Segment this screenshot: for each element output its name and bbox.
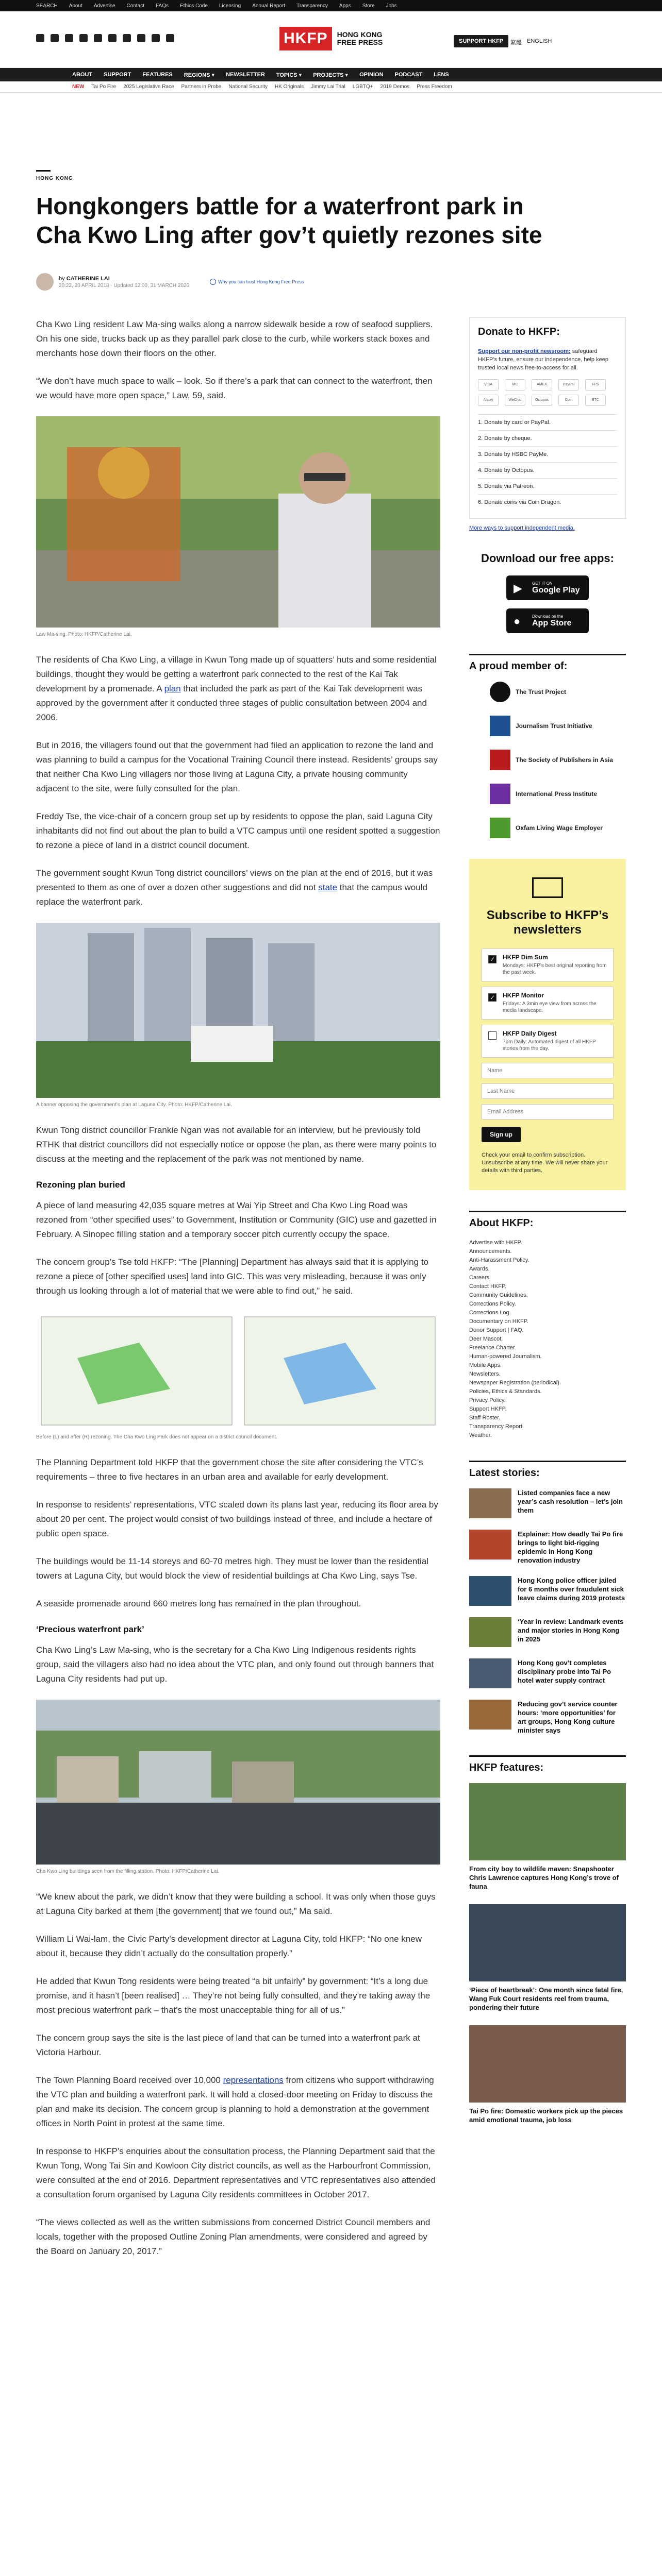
paragraph: Freddy Tse, the vice-chair of a concern group set up by residents to oppose the plan, said Laguna City inhabitants did not find out about the plan to build a VTC campus until one resident spotted a suggestion to rezone a piece of land in a district council document. — [36, 811, 440, 850]
feature-thumbnail[interactable] — [469, 1904, 626, 1981]
photo-illustration — [36, 1700, 440, 1865]
inline-link[interactable]: plan — [164, 684, 181, 693]
jti-icon — [490, 716, 510, 736]
photo-banner-laguna[interactable] — [36, 923, 440, 1098]
about-link[interactable]: Policies, Ethics & Standards. — [469, 1388, 542, 1395]
nav-item[interactable]: TOPICS ▾ — [276, 72, 302, 78]
partner-jti[interactable]: Journalism Trust Initiative — [469, 716, 626, 736]
trending-link[interactable]: Jimmy Lai Trial — [311, 84, 345, 90]
payment-icons — [478, 379, 617, 406]
feature-thumbnail[interactable] — [469, 1783, 626, 1860]
partner-oxfam[interactable]: Oxfam Living Wage Employer — [469, 818, 626, 838]
paragraph: The government sought Kwun Tong district councillors’ views on the plan at the end of 2016, but it was presented to them as one of over a dozen other suggestions and did not state that the campus would replace the waterfront park. — [36, 868, 433, 907]
partner-sopa[interactable]: The Society of Publishers in Asia — [469, 750, 626, 770]
lang-english[interactable]: ENGLISH — [527, 38, 552, 44]
visa-icon: VISA — [478, 379, 499, 391]
paragraph: Cha Kwo Ling’s Law Ma-sing, who is the secretary for a Cha Kwo Ling Indigenous residents rights group, said the villagers also had no idea about the VTC plan, and only found out through banners that Laguna City residents had put up. — [36, 1645, 434, 1684]
paragraph: The buildings would be 11-14 storeys and 60-70 metres high. They must be lower than the residential towers at Laguna City, but would block the view of residential buildings at Cha Kwo Ling, says Tse. — [36, 1556, 429, 1581]
youtube-icon[interactable] — [94, 34, 102, 42]
signup-button[interactable]: Sign up — [482, 1127, 521, 1142]
trending-link[interactable]: LGBTQ+ — [352, 84, 373, 90]
story-thumbnail[interactable] — [469, 1700, 511, 1730]
alipay-icon: Alipay — [478, 395, 499, 406]
inline-link[interactable]: state — [318, 883, 338, 892]
partner-trust-project[interactable]: The Trust Project — [469, 682, 626, 702]
about-link[interactable]: Anti-Harassment Policy. — [469, 1257, 529, 1263]
photo-illustration — [36, 416, 440, 628]
email-field[interactable] — [482, 1104, 614, 1120]
utility-link[interactable]: Contact — [126, 3, 144, 9]
fps-icon: FPS — [585, 379, 606, 391]
newsletter-option-monitor[interactable]: ✓ HKFP Monitor Fridays: A 3min eye view from across the media landscape. — [482, 987, 614, 1020]
about-link[interactable]: Weather. — [469, 1432, 492, 1438]
octopus-icon: Octopus — [532, 395, 552, 406]
paragraph: He added that Kwun Tong residents were being treated “a bit unfairly” by government: “It’s a long due promise, and it hasn’t [been realised] … They’re not being fully consulted, and they’re taking away the most precious waterfront park – that’s the most unacceptable thing for all of us.” — [36, 1976, 431, 2015]
story-title[interactable]: ‘Year in review: Landmark events and major stories in Hong Kong in 2025 — [518, 1618, 624, 1643]
paragraph: A seaside promenade around 660 metres long has remained in the plan throughout. — [36, 1599, 361, 1608]
photo-caption: Cha Kwo Ling buildings seen from the filling station. Photo: HKFP/Catherine Lai. — [36, 1869, 220, 1874]
nav-item[interactable]: PROJECTS ▾ — [313, 72, 349, 78]
partner-ipi[interactable]: International Press Institute — [469, 784, 626, 804]
byline — [36, 273, 626, 291]
instagram-icon[interactable] — [65, 34, 73, 42]
trending-link[interactable]: 2019 Demos — [380, 84, 410, 90]
x-icon[interactable] — [51, 34, 59, 42]
byline-by: by — [59, 275, 65, 282]
figure — [36, 1312, 440, 1440]
latest-story[interactable] — [469, 1530, 626, 1565]
photo-illustration — [36, 923, 440, 1098]
nav-item[interactable]: LENS — [434, 72, 449, 78]
about-link[interactable]: Corrections Policy. — [469, 1301, 516, 1307]
figure — [36, 923, 440, 1108]
section-heading: Rezoning plan buried — [36, 1180, 125, 1190]
rss-icon[interactable] — [166, 34, 174, 42]
about-link[interactable]: Documentary on HKFP. — [469, 1318, 528, 1325]
paragraph: “We don’t have much space to walk – look. So if there’s a park that can connect to the waterfront, then we would have more open space,” Law, 59, said. — [36, 376, 433, 400]
utility-bar — [0, 0, 662, 11]
utility-link[interactable]: Licensing — [219, 3, 241, 9]
apps-widget — [469, 552, 626, 633]
story-thumbnail[interactable] — [469, 1617, 511, 1647]
photo-law-ma-sing[interactable] — [36, 416, 440, 628]
newsletter-option-digest[interactable]: HKFP Daily Digest 7pm Daily: Automated digest of all HKFP stories from the day. — [482, 1025, 614, 1058]
nav-item[interactable]: OPINION — [359, 72, 384, 78]
donate-option[interactable]: 5. Donate via Patreon. — [478, 478, 617, 494]
section-heading: ‘Precious waterfront park’ — [36, 1624, 144, 1634]
feature-story[interactable] — [469, 1904, 626, 2012]
trending-link[interactable]: HK Originals — [274, 84, 304, 90]
story-title[interactable]: Explainer: How deadly Tai Po fire brings to light bid-rigging epidemic in Hong Kong renovation industry — [518, 1530, 623, 1564]
about-link[interactable]: Newspaper Registration (periodical). — [469, 1380, 561, 1386]
trending-link[interactable]: Press Freedom — [417, 84, 452, 90]
latest-widget — [469, 1461, 626, 1735]
trending-new-label: NEW — [72, 84, 85, 90]
utility-link[interactable]: SEARCH — [36, 3, 58, 9]
latest-story[interactable] — [469, 1488, 626, 1518]
name-field[interactable] — [482, 1063, 614, 1078]
photo-caption: A banner opposing the government’s plan at Laguna City. Photo: HKFP/Catherine Lai. — [36, 1102, 232, 1108]
wechat-icon: WeChat — [505, 395, 525, 406]
coin-icon: Coin — [558, 395, 579, 406]
photo-caption: Law Ma-sing. Photo: HKFP/Catherine Lai. — [36, 632, 132, 637]
trust-link[interactable] — [210, 279, 304, 285]
trending-link[interactable]: National Security — [228, 84, 268, 90]
support-button[interactable]: SUPPORT HKFP — [454, 35, 508, 47]
about-link[interactable]: Freelance Charter. — [469, 1345, 517, 1351]
about-link[interactable]: Contact HKFP. — [469, 1283, 506, 1290]
google-play-button[interactable]: ▶ GET IT ON Google Play — [506, 575, 589, 600]
nav-item[interactable]: SUPPORT — [104, 72, 131, 78]
about-link[interactable]: Deer Mascot. — [469, 1336, 503, 1342]
donate-option[interactable]: 2. Donate by cheque. — [478, 430, 617, 446]
checkbox-icon[interactable] — [488, 1031, 496, 1040]
site-logo[interactable] — [279, 27, 383, 50]
nav-item[interactable]: FEATURES — [142, 72, 173, 78]
donate-option[interactable]: 1. Donate by card or PayPal. — [478, 414, 617, 430]
donate-title: Donate to HKFP: — [478, 326, 560, 337]
nav-item[interactable]: ABOUT — [72, 72, 93, 78]
latest-story[interactable] — [469, 1658, 626, 1688]
lang-chinese[interactable]: 繁體 — [510, 40, 522, 46]
mastercard-icon: MC — [505, 379, 525, 391]
email-icon[interactable] — [123, 34, 131, 42]
features-title: HKFP features: — [469, 1755, 626, 1774]
publish-date: 20:22, 20 APRIL 2018 · Updated 12:00, 31 MARCH 2020 — [59, 282, 190, 289]
paragraph: Cha Kwo Ling resident Law Ma-sing walks along a narrow sidewalk beside a row of seafood suppliers. On his one side, trucks back up as they parallel park close to the curb, while workers stack boxes and merchants hose down their floors on the other. — [36, 319, 433, 358]
play-icon: ▶ — [514, 582, 522, 595]
feature-title[interactable]: From city boy to wildlife maven: Snapshooter Chris Lawrence captures Hong Kong’s trove of fauna — [469, 1865, 619, 1890]
paragraph: In response to HKFP’s enquiries about the consultation process, the Planning Department said that the Kwun Tong, Wong Tai Sin and Kowloon City district councils, as well as the Harbourfront Commission, were consulted at the end of 2016. Department representatives and VTC representatives also attended a consultation forum organised by Laguna City residents committees in October 2017. — [36, 2146, 436, 2199]
utility-link[interactable]: Advertise — [93, 3, 115, 9]
author-avatar[interactable] — [36, 273, 54, 291]
about-links — [469, 1239, 626, 1440]
trending-link[interactable]: 2025 Legislative Race — [123, 84, 174, 90]
social-icons — [36, 34, 174, 42]
feature-story[interactable] — [469, 1783, 626, 1891]
feature-title[interactable]: ‘Piece of heartbreak’: One month since fatal fire, Wang Fuk Court residents reel from trauma, pondering their future — [469, 1986, 623, 2011]
nav-item[interactable]: NEWSLETTER — [226, 72, 265, 78]
latest-story[interactable] — [469, 1576, 626, 1606]
donate-option[interactable]: 6. Donate coins via Coin Dragon. — [478, 494, 617, 510]
about-link[interactable]: Transparency Report. — [469, 1423, 524, 1430]
paragraph: In response to residents’ representations, VTC scaled down its plans last year, reducing its floor area by about 20 per cent. The project would consist of two buildings instead of three, and include a hectare of public open space. — [36, 1500, 438, 1538]
about-link[interactable]: Corrections Log. — [469, 1310, 511, 1316]
bitcoin-icon: BTC — [585, 395, 606, 406]
trending-nav — [0, 81, 662, 93]
about-widget — [469, 1211, 626, 1440]
facebook-icon[interactable] — [36, 34, 44, 42]
language-switcher — [510, 38, 552, 46]
donate-lead-link[interactable]: Support our non-profit newsroom: — [478, 348, 571, 354]
oxfam-icon — [490, 818, 510, 838]
about-link[interactable]: Careers. — [469, 1275, 491, 1281]
newsletter-note: Check your email to confirm subscription. Unsubscribe at any time. We will never share your details with third parties. — [482, 1152, 608, 1174]
about-link[interactable]: Community Guidelines. — [469, 1292, 528, 1298]
last-name-field[interactable] — [482, 1083, 614, 1099]
photo-cha-kwo-ling-buildings[interactable] — [36, 1700, 440, 1865]
amex-icon: AMEX — [532, 379, 552, 391]
paragraph: A piece of land measuring 42,035 square metres at Wai Yip Street and Cha Kwo Ling Road was rezoned from “other specified uses” to Government, Institution or Community (GIC) use and gazetted in February. A Sinopec filling station and a temporary soccer pitch currently occupy the space. — [36, 1200, 437, 1239]
brand-header — [0, 11, 662, 68]
checkbox-icon[interactable]: ✓ — [488, 955, 496, 963]
donate-options — [478, 414, 617, 510]
trust-icon — [210, 279, 216, 285]
paragraph: Kwun Tong district councillor Frankie Ngan was not available for an interview, but he previously told RTHK that district councillors did not especially notice or oppose the plan, as there were many points to discuss at the meeting and the replacement of the park was not mentioned by name. — [36, 1125, 437, 1164]
story-thumbnail[interactable] — [469, 1658, 511, 1688]
apps-title: Download our free apps: — [481, 552, 614, 565]
about-link[interactable]: Awards. — [469, 1266, 490, 1272]
article-header — [0, 170, 662, 291]
story-title[interactable]: Listed companies face a new year’s cash resolution – let’s join them — [518, 1489, 623, 1514]
photo-caption: Before (L) and after (R) rezoning. The Cha Kwo Ling Park does not appear on a district council document. — [36, 1434, 277, 1440]
sopa-icon — [490, 750, 510, 770]
utility-link[interactable]: About — [69, 3, 82, 9]
about-link[interactable]: Donor Support | FAQ. — [469, 1327, 524, 1333]
linkedin-icon[interactable] — [137, 34, 145, 42]
paragraph: The Town Planning Board received over 10,000 representations from citizens who support withdrawing the VTC plan and building a waterfront park. It will hold a closed-door meeting on Friday to discuss the plan and make its decision. The concern group is planning to hold a demonstration at the government offices in North Point in protest at the same time. — [36, 2075, 434, 2128]
story-thumbnail[interactable] — [469, 1488, 511, 1518]
logo-mark: HKFP — [279, 27, 332, 50]
about-link[interactable]: Privacy Policy. — [469, 1397, 506, 1403]
feature-story[interactable] — [469, 2025, 626, 2124]
story-title[interactable]: Hong Kong police officer jailed for 6 months over fraudulent sick leave claims during 2019 protests — [518, 1577, 625, 1602]
threads-icon[interactable] — [79, 34, 88, 42]
figure — [36, 1700, 440, 1874]
about-link[interactable]: Mobile Apps. — [469, 1362, 502, 1368]
about-link[interactable]: Newsletters. — [469, 1371, 501, 1377]
about-title: About HKFP: — [469, 1211, 626, 1229]
features-list — [469, 1783, 626, 2124]
latest-story[interactable] — [469, 1700, 626, 1735]
sidebar — [469, 317, 626, 2272]
figure — [36, 416, 440, 637]
paragraph: The concern group’s Tse told HKFP: “The [Planning] Department has always said that it is applying to rezone a piece of [other specified uses] land into GIC. This was very misleading, because it was only through us looking through a lot of material that we were able to find out,” he said. — [36, 1257, 428, 1296]
paragraph: William Li Wai-lam, the Civic Party’s development director at Laguna City, told HKFP: “No one knew about it, because they didn’t actually do the consultation properly.” — [36, 1934, 422, 1958]
story-thumbnail[interactable] — [469, 1576, 511, 1606]
logo-text — [337, 31, 383, 46]
story-title[interactable]: Hong Kong gov’t completes disciplinary probe into Tai Po hotel water supply contract — [518, 1659, 611, 1684]
logo-line-1: HONG KONG — [337, 30, 383, 39]
checkbox-icon[interactable]: ✓ — [488, 993, 496, 1002]
app-store-button[interactable]: ● Download on the App Store — [506, 608, 589, 633]
logo-line-2: FREE PRESS — [337, 38, 383, 46]
newsletter-option-dimsum[interactable]: ✓ HKFP Dim Sum Mondays: HKFP’s best original reporting from the past week. — [482, 948, 614, 981]
utility-link[interactable]: Transparency — [296, 3, 328, 9]
page-title: Hongkongers battle for a waterfront park in Cha Kwo Ling after gov’t quietly rezones site — [36, 193, 542, 248]
utility-link[interactable]: Jobs — [386, 3, 397, 9]
features-widget — [469, 1755, 626, 2124]
about-link[interactable]: Announcements. — [469, 1248, 512, 1255]
about-link[interactable]: Human-powered Journalism. — [469, 1353, 542, 1360]
trust-text: Why you can trust Hong Kong Free Press — [218, 279, 304, 284]
article-body — [36, 317, 440, 2272]
author-name[interactable]: CATHERINE LAI — [66, 275, 110, 282]
donate-option[interactable]: 3. Donate by HSBC PayMe. — [478, 446, 617, 462]
paragraph: But in 2016, the villagers found out that the government had filed an application to rezone the land and was planning to build a campus for the Vocational Training Council there instead. Residents’ groups say that neither Cha Kwo Ling villagers nor those living at Laguna City, a private housing community adjacent to the site, were fully consulted for the plan. — [36, 740, 438, 793]
donate-lead: Support our non-profit newsroom: safeguard HKFP’s future, ensure our independence, help keep trusted local news free-to-access for all. — [478, 348, 608, 371]
utility-link[interactable]: Annual Report — [252, 3, 286, 9]
mastodon-icon[interactable] — [108, 34, 117, 42]
latest-list — [469, 1488, 626, 1735]
telegram-icon[interactable] — [152, 34, 160, 42]
nav-item[interactable]: REGIONS ▾ — [184, 72, 215, 78]
trending-link[interactable]: Tai Po Fire — [91, 84, 117, 90]
nav-item[interactable]: PODCAST — [394, 72, 423, 78]
about-link[interactable]: Advertise with HKFP. — [469, 1240, 522, 1246]
donate-option[interactable]: 4. Donate by Octopus. — [478, 462, 617, 478]
about-link[interactable]: Staff Roster. — [469, 1415, 501, 1421]
map-rezoning[interactable] — [36, 1312, 440, 1430]
inline-link[interactable]: representations — [223, 2075, 284, 2085]
feature-title[interactable]: Tai Po fire: Domestic workers pick up the pieces amid emotional trauma, job loss — [469, 2107, 623, 2124]
donate-widget — [469, 317, 626, 531]
paragraph: The residents of Cha Kwo Ling, a village in Kwun Tong made up of squatters’ huts and some residential buildings, thought they would be getting a waterfront park connected to the rest of the Kai Tak development by a promenade. A plan that included the park as part of the Kai Tak development was approved by the government after it conducted three stages of public consultation between 2004 and 2006. — [36, 655, 437, 722]
about-link[interactable]: Support HKFP. — [469, 1406, 507, 1412]
main-nav — [0, 68, 662, 81]
latest-story[interactable] — [469, 1617, 626, 1647]
latest-title: Latest stories: — [469, 1461, 626, 1479]
utility-link[interactable]: Ethics Code — [180, 3, 208, 9]
utility-link[interactable]: Store — [362, 3, 375, 9]
paragraph: “We knew about the park, we didn’t know that they were building a school. It was only when those guys at Laguna City barked at them [the government] that we found out,” Ma said. — [36, 1892, 436, 1916]
trust-project-icon — [490, 682, 510, 702]
ipi-icon — [490, 784, 510, 804]
paragraph: The Planning Department told HKFP that the government chose the site after considering the VTC’s requirements – three to five hectares in an urban area and available for early development. — [36, 1458, 423, 1482]
category-rule — [36, 170, 51, 172]
map-illustration — [36, 1312, 440, 1430]
category-label[interactable]: HONG KONG — [36, 176, 73, 181]
partners-widget — [469, 654, 626, 838]
partners-title: A proud member of: — [469, 654, 626, 672]
envelope-icon — [532, 877, 563, 898]
apple-icon: ● — [514, 615, 521, 628]
feature-thumbnail[interactable] — [469, 2025, 626, 2103]
story-title[interactable]: Reducing gov’t service counter hours: ‘more opportunities’ for art groups, Hong Kong culture minister says — [518, 1700, 618, 1734]
paragraph: The concern group says the site is the last piece of land that can be turned into a waterfront park at Victoria Harbour. — [36, 2033, 420, 2057]
utility-link[interactable]: Apps — [339, 3, 351, 9]
paragraph: “The views collected as well as the written submissions from concerned District Council members and locals, together with the proposed Outline Zoning Plan amendments, were considered and agreed by the Board on January 20, 2017.” — [36, 2217, 431, 2256]
utility-link[interactable]: FAQs — [155, 3, 169, 9]
trending-link[interactable]: Partners in Probe — [181, 84, 222, 90]
paypal-icon: PayPal — [558, 379, 579, 391]
more-ways-link[interactable]: More ways to support independent media. — [469, 525, 575, 531]
newsletter-widget — [469, 859, 626, 1190]
newsletter-title: Subscribe to HKFP’s newsletters — [486, 908, 609, 937]
story-thumbnail[interactable] — [469, 1530, 511, 1560]
